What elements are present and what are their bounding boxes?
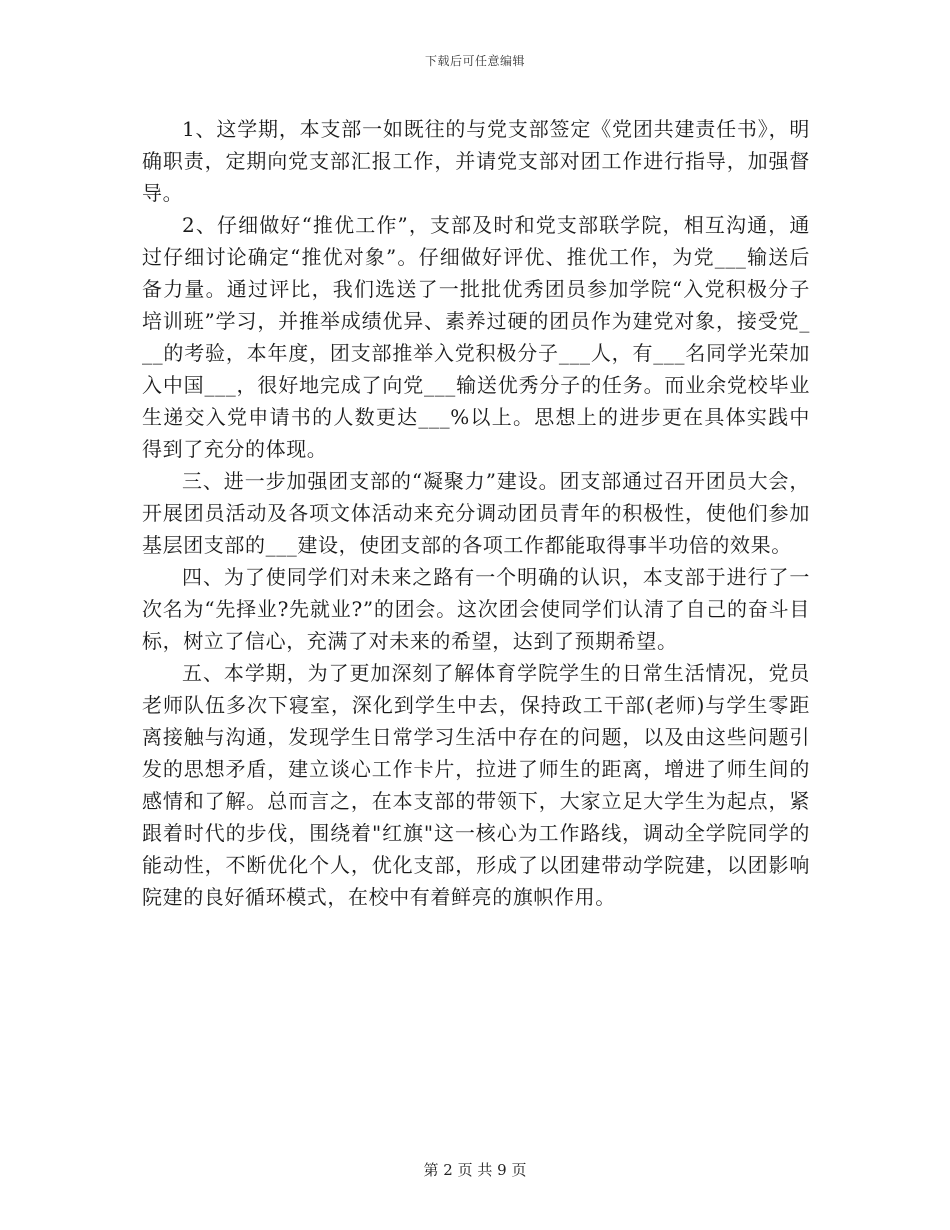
paragraph-party-league-agreement: 1、这学期，本支部一如既往的与党支部签定《党团共建责任书》，明确职责，定期向党支部汇报工作，并请党支部对团工作进行指导，加强督导。 — [142, 117, 810, 205]
page-header: 下载后可任意编辑 — [424, 54, 525, 68]
page-number: 第 2 页 共 9 页 — [423, 1161, 527, 1179]
document-body — [142, 113, 810, 913]
paragraph-career-meeting: 四、为了使同学们对未来之路有一个明确的认识，本支部于进行了一次名为“先择业?先就业?”的团会。这次团会使同学们认清了自己的奋斗目标，树立了信心，充满了对未来的希望，达到了预期希望。 — [142, 565, 810, 653]
paragraph-student-life: 五、本学期，为了更加深刻了解体育学院学生的日常生活情况，党员老师队伍多次下寝室，深化到学生中去，保持政工干部(老师)与学生零距离接触与沟通，发现学生日常学习生活中存在的问题，以及由这些问题引发的思想矛盾，建立谈心工作卡片，拉进了师生的距离，增进了师生间的感情和了解。总而言之，在本支部的带领下，大家立足大学生为起点，紧跟着时代的步伐，围绕着"红旗"这一核心为工作路线，调动全学院同学的能动性，不断优化个人，优化支部，形成了以团建带动学院建，以团影响院建的良好循环模式，在校中有着鲜亮的旗帜作用。 — [142, 661, 810, 909]
paragraph-recommend-excellent: 2、仔细做好“推优工作”，支部及时和党支部联学院，相互沟通，通过仔细讨论确定“推优对象”。仔细做好评优、推优工作，为党___输送后备力量。通过评比，我们选送了一批批优秀团员参加学院“入党积极分子培训班”学习，并推举成绩优异、素养过硬的团员作为建党对象，接受党___的考验，本年度，团支部推举入党积极分子___人，有___名同学光荣加入中国___，很好地完成了向党___输送优秀分子的任务。而业余党校毕业生递交入党申请书的人数更达___%以上。思想上的进步更在具体实践中得到了充分的体现。 — [142, 213, 810, 461]
paragraph-cohesion-building: 三、进一步加强团支部的“凝聚力”建设。团支部通过召开团员大会，开展团员活动及各项文体活动来充分调动团员青年的积极性，使他们参加基层团支部的___建设，使团支部的各项工作都能取得事半功倍的效果。 — [142, 469, 810, 557]
